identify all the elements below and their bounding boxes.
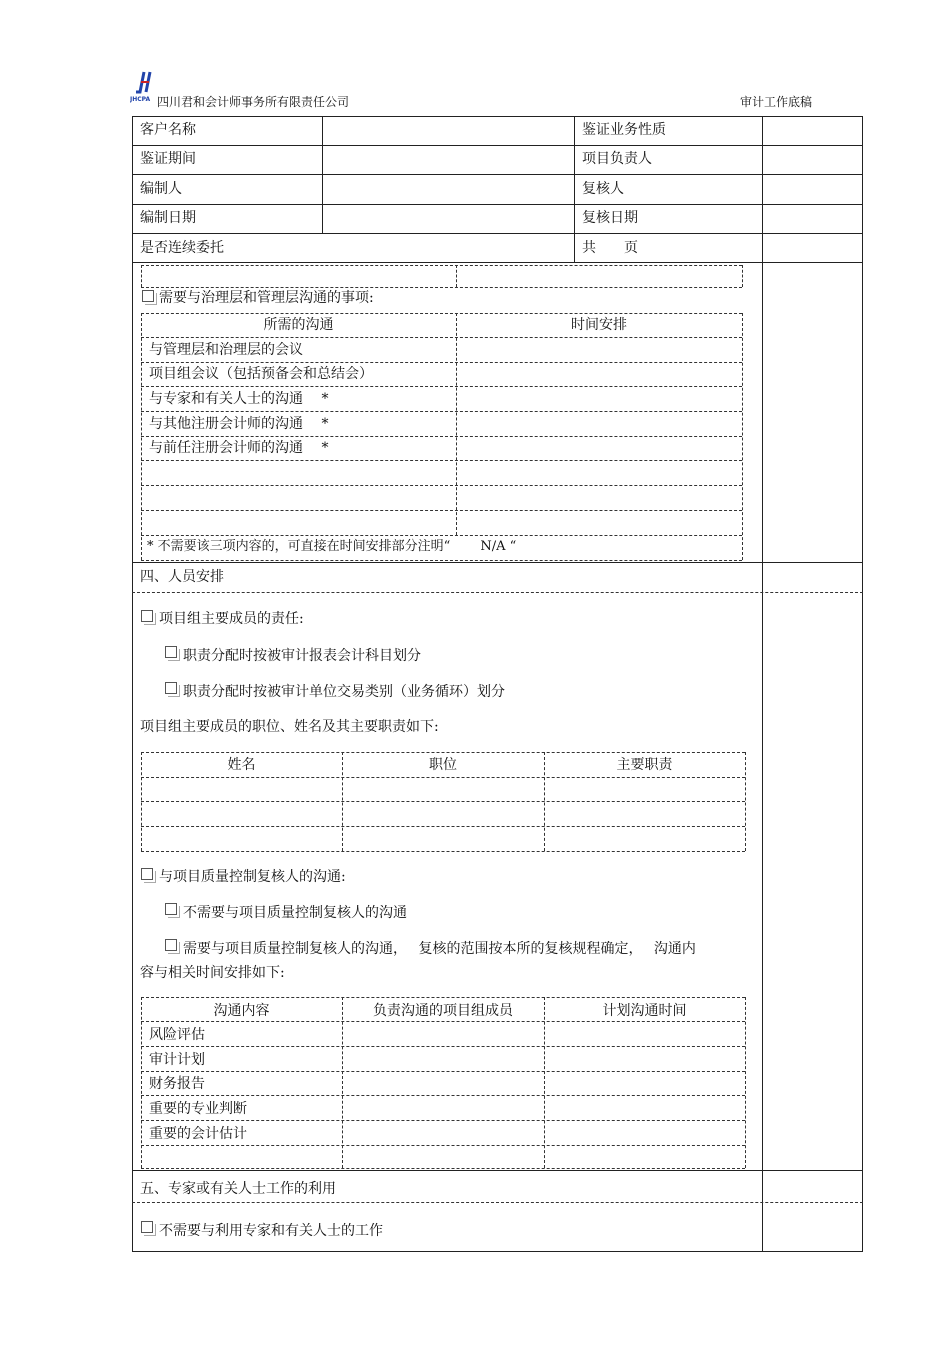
section4-title: 四、人员安排	[140, 569, 224, 585]
manager-label: 项目负责人	[582, 151, 652, 167]
governance-col-communication: 所需的沟通	[263, 317, 334, 333]
governance-row: 与前任注册会计师的沟通 *	[149, 440, 329, 456]
business-nature-label: 鉴证业务性质	[582, 122, 666, 138]
responsibility-checkbox[interactable]	[141, 610, 153, 622]
qc-row: 重要的专业判断	[149, 1101, 247, 1117]
governance-note: * 不需要该三项内容的，可直接在时间安排部分注明“ N/A “	[147, 539, 517, 554]
company-logo	[130, 70, 158, 104]
responsibility-title: 项目组主要成员的责任:	[159, 611, 304, 627]
qc-checkbox[interactable]	[141, 868, 153, 880]
period-label: 鉴证期间	[140, 151, 196, 167]
svg-text:JHCPA: JHCPA	[130, 96, 151, 103]
no-expert-label: 不需要与利用专家和有关人士的工作	[159, 1223, 383, 1239]
qc-row: 风险评估	[149, 1027, 205, 1043]
section5-title: 五、专家或有关人士工作的利用	[140, 1181, 336, 1197]
qc-col-time: 计划沟通时间	[602, 1003, 687, 1019]
qc-col-content: 沟通内容	[213, 1003, 270, 1019]
governance-row: 与专家和有关人士的沟通 *	[149, 391, 329, 407]
qc-need-checkbox[interactable]	[165, 939, 177, 951]
governance-col-schedule: 时间安排	[571, 317, 627, 333]
by-cycle-label: 职责分配时按被审计单位交易类别（业务循环）划分	[183, 684, 505, 700]
pages-label-unit: 页	[624, 240, 638, 256]
qc-no-need-label: 不需要与项目质量控制复核人的沟通	[183, 905, 407, 921]
client-name-label: 客户名称	[140, 122, 196, 138]
reviewer-label: 复核人	[582, 181, 624, 197]
members-col-position: 职位	[429, 757, 457, 773]
qc-row: 财务报告	[149, 1076, 205, 1092]
qc-col-member: 负责沟通的项目组成员	[373, 1003, 513, 1019]
review-date-label: 复核日期	[582, 210, 638, 226]
by-account-label: 职责分配时按被审计报表会计科目划分	[183, 648, 421, 664]
prep-date-label: 编制日期	[140, 210, 196, 226]
members-col-duties: 主要职责	[616, 757, 673, 773]
by-cycle-checkbox[interactable]	[165, 682, 177, 694]
governance-row: 与其他注册会计师的沟通 *	[149, 416, 329, 432]
members-intro: 项目组主要成员的职位、姓名及其主要职责如下:	[140, 719, 439, 735]
continuous-engagement-label: 是否连续委托	[140, 240, 224, 256]
governance-row: 与管理层和治理层的会议	[149, 342, 303, 358]
members-col-name: 姓名	[227, 757, 256, 773]
governance-row: 项目组会议（包括预备会和总结会）	[149, 366, 373, 382]
no-expert-checkbox[interactable]	[141, 1221, 153, 1233]
qc-need-label: 需要与项目质量控制复核人的沟通， 复核的范围按本所的复核规程确定， 沟通内	[183, 941, 696, 957]
qc-row: 重要的会计估计	[149, 1126, 247, 1142]
governance-checkbox[interactable]	[142, 290, 154, 302]
qc-need-label-cont: 容与相关时间安排如下:	[140, 965, 285, 981]
qc-no-need-checkbox[interactable]	[165, 903, 177, 915]
qc-row: 审计计划	[149, 1052, 205, 1068]
preparer-label: 编制人	[140, 181, 182, 197]
pages-label-total: 共	[582, 240, 596, 256]
qc-title: 与项目质量控制复核人的沟通:	[159, 869, 346, 885]
by-account-checkbox[interactable]	[165, 646, 177, 658]
governance-title: 需要与治理层和管理层沟通的事项:	[159, 290, 374, 306]
doc-type: 审计工作底稿	[740, 95, 813, 109]
company-name: 四川君和会计师事务所有限责任公司	[157, 95, 350, 109]
